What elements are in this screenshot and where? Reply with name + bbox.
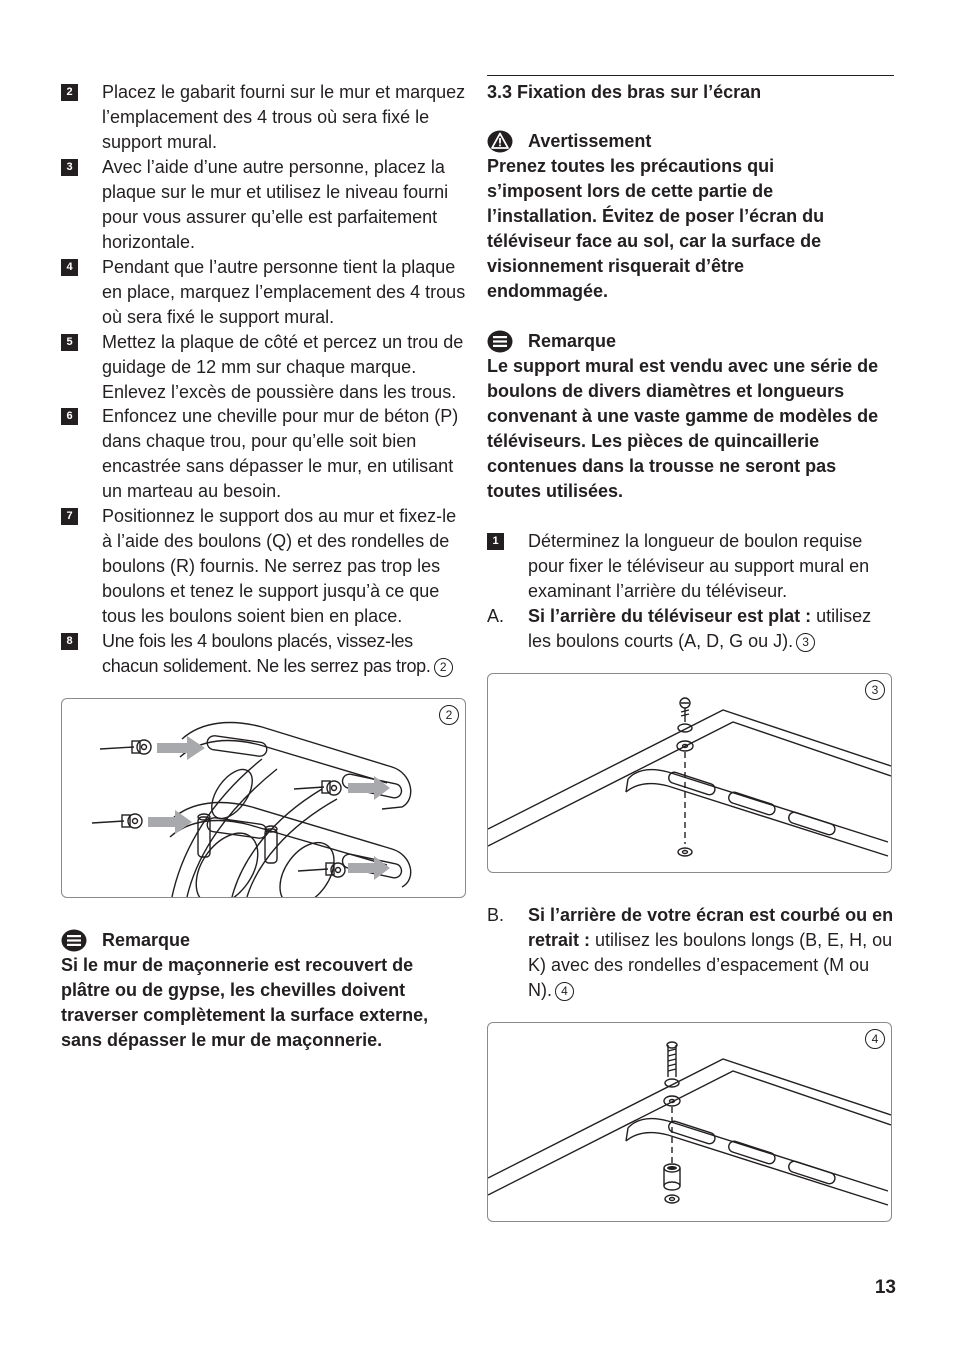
wall-bracket-illustration (62, 699, 465, 897)
section-rule (487, 75, 894, 76)
figure-ref: 3 (796, 633, 815, 652)
figure-number: 2 (439, 705, 459, 725)
warning-heading (487, 129, 894, 154)
option-condition: Si l’arrière du téléviseur est plat : (528, 606, 812, 626)
note-heading (61, 928, 466, 953)
figure-ref: 2 (434, 658, 453, 677)
option-letter: B. (487, 905, 505, 925)
step-number: 6 (61, 408, 78, 425)
step-text: Placez le gabarit fourni sur le mur et marquez l’emplacement des 4 trous où sera fixé le support mural. (102, 82, 466, 152)
warning-text: Prenez toutes les précautions qui s’imposent lors de cette partie de l’installation. Évitez de poser l’écran du téléviseur face au sol, car la surface de visionnement risquerait d’être endommagée. (487, 156, 825, 301)
option-condition: Si l’arrière de votre écran est courbé ou en retrait : (528, 905, 894, 950)
step-text: Positionnez le support dos au mur et fixez-le à l’aide des boulons (Q) et des rondelles de boulons (R) fournis. Ne serrez pas trop les boulons et tenez le support jusqu’à ce que tous les boulons soient bien en place. (102, 506, 457, 626)
step-number: 5 (61, 334, 78, 351)
option-letter: A. (487, 606, 505, 626)
option-text (528, 604, 894, 654)
figure-number: 4 (865, 1029, 885, 1049)
step-text: Déterminez la longueur de boulon requise pour fixer le téléviseur au support mural en examinant l’arrière du téléviseur. (528, 531, 870, 601)
option-text (528, 903, 894, 1003)
step-text: Enfoncez une cheville pour mur de béton (P) dans chaque trou, pour qu’elle soit bien encastrée sans dépasser le mur, en utilisant un marteau au besoin. (102, 406, 459, 501)
warning-title: Avertissement (528, 131, 652, 151)
figure-ref: 4 (555, 982, 574, 1001)
step-number: 2 (61, 84, 78, 101)
page-number: 13 (874, 1277, 896, 1298)
step-number: 4 (61, 259, 78, 276)
figure-4 (487, 1022, 892, 1222)
step-text (102, 629, 466, 679)
note-heading (487, 329, 894, 354)
note-text: Si le mur de maçonnerie est recouvert de plâtre ou de gypse, les chevilles doivent traverser complètement la surface externe, sans dépasser le mur de maçonnerie. (61, 955, 429, 1050)
step-text: Pendant que l’autre personne tient la plaque en place, marquez l’emplacement des 4 trous où sera fixé le support mural. (102, 257, 466, 327)
step-text-body: Une fois les 4 boulons placés, vissez-les chacun solidement. Ne les serrez pas trop. (102, 631, 431, 676)
figure-3 (487, 673, 892, 873)
option-instruction: utilisez les boulons courts (A, D, G ou J). (528, 606, 872, 651)
figure-number: 3 (865, 680, 885, 700)
figure-2 (61, 698, 466, 898)
step-text: Mettez la plaque de côté et percez un trou de guidage de 12 mm sur chaque marque. Enlevez l’excès de poussière dans les trous. (102, 332, 464, 402)
flat-back-illustration (488, 674, 891, 872)
curved-back-illustration (488, 1023, 891, 1221)
note-title: Remarque (528, 331, 617, 351)
note-icon (487, 330, 513, 353)
note-text: Le support mural est vendu avec une série de boulons de divers diamètres et longueurs convenant à une vaste gamme de modèles de téléviseurs. Les pièces de quincaillerie contenues dans la trousse ne seront pas toutes utilisées. (487, 356, 879, 501)
step-number: 1 (487, 533, 504, 550)
step-number: 8 (61, 633, 78, 650)
step-number: 7 (61, 508, 78, 525)
warning-icon (487, 130, 513, 153)
option-instruction: utilisez les boulons longs (B, E, H, ou K) avec des rondelles d’espacement (M ou N). (528, 930, 893, 1000)
note-icon (61, 929, 87, 952)
step-text: Avec l’aide d’une autre personne, placez la plaque sur le mur et utilisez le niveau fourni pour vous assurer qu’elle est parfaitement horizontale. (102, 157, 449, 252)
note-title: Remarque (102, 930, 191, 950)
step-number: 3 (61, 159, 78, 176)
section-title: 3.3 Fixation des bras sur l’écran (487, 82, 762, 102)
